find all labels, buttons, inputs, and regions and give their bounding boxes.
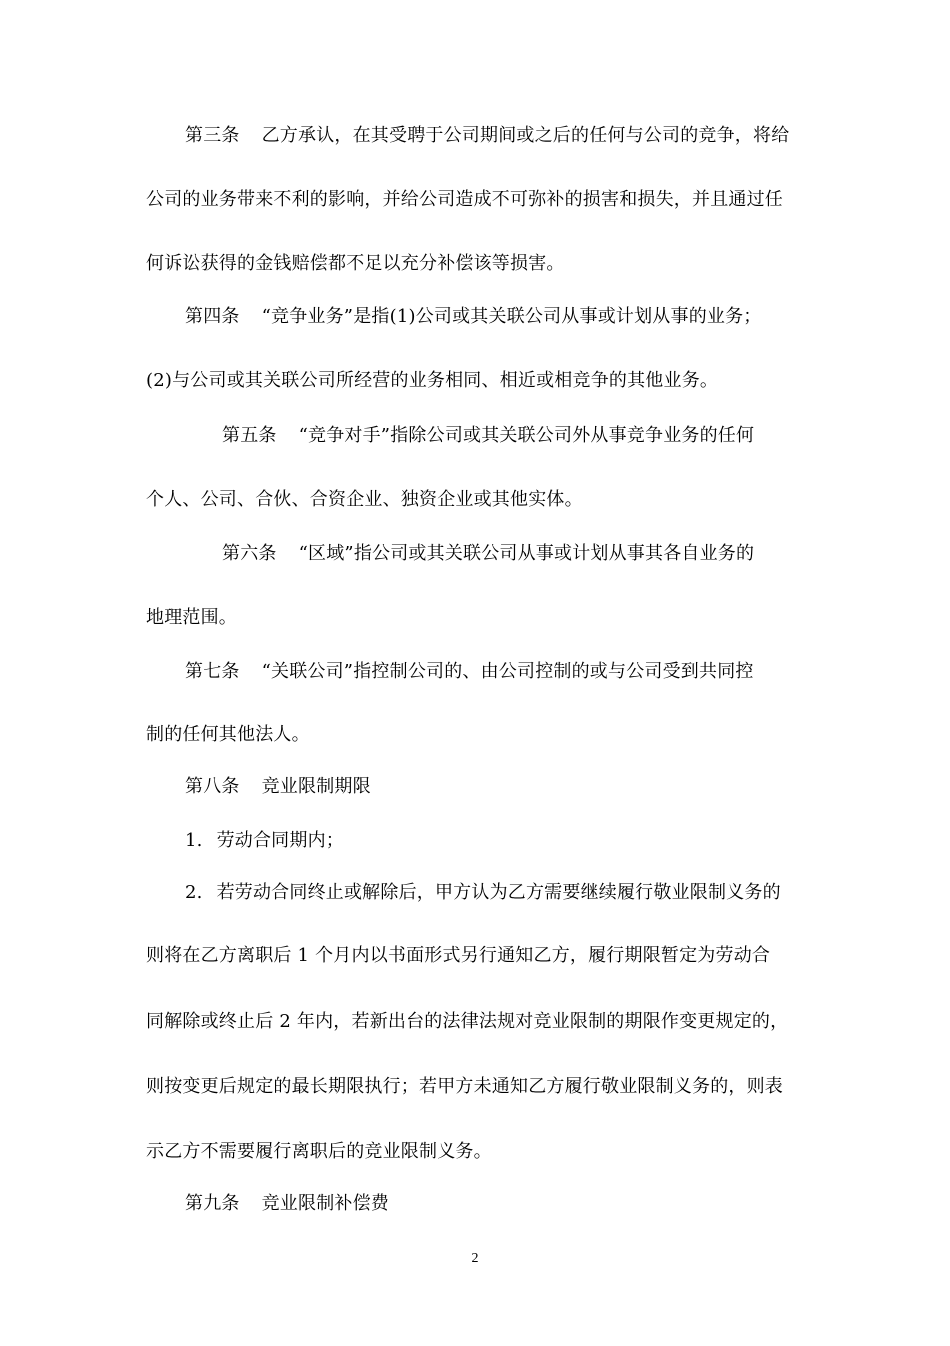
- article-8-title-line: [185, 775, 855, 799]
- article-3-text-1: 乙方承认，在其受聘于公司期间或之后的任何与公司的竞争，将给: [261, 125, 790, 146]
- article-7-line-1: [185, 660, 855, 684]
- article-8-item-2-line-5: 示乙方不需要履行离职后的竞业限制义务。: [146, 1141, 492, 1162]
- article-8-item-2-line-3: 同解除或终止后 2 年内，若新出台的法律法规对竞业限制的期限作变更规定的，: [146, 1011, 789, 1032]
- article-8-item-1: [185, 829, 855, 853]
- article-5-line-2: 个人、公司、合伙、合资企业、独资企业或其他实体。: [146, 489, 583, 510]
- article-8-item-1-number: 1.: [185, 830, 203, 851]
- article-4-heading: 第四条: [185, 306, 240, 327]
- article-6-heading: 第六条: [222, 543, 277, 564]
- article-4-line-2: (2)与公司或其关联公司所经营的业务相同、相近或相竞争的其他业务。: [146, 370, 719, 391]
- article-5-text-1: “竞争对手”指除公司或其关联公司外从事竞争业务的任何: [298, 425, 755, 446]
- article-5-heading: 第五条: [222, 425, 277, 446]
- article-6-line-2: 地理范围。: [146, 607, 237, 628]
- article-4-line-1: [185, 305, 855, 329]
- article-3-line-3: 何诉讼获得的金钱赔偿都不足以充分补偿该等损害。: [146, 253, 565, 274]
- article-5-line-1: [222, 424, 892, 448]
- article-8-item-2-line-1: [185, 881, 855, 905]
- article-3-line-1: [185, 124, 855, 148]
- article-8-item-2-number: 2.: [185, 882, 203, 903]
- article-9-heading: 第九条: [185, 1193, 240, 1214]
- article-8-heading: 第八条: [185, 776, 240, 797]
- article-7-heading: 第七条: [185, 661, 240, 682]
- article-8-item-1-text: 劳动合同期内；: [216, 830, 344, 851]
- article-7-text-1: “关联公司”指控制公司的、由公司控制的或与公司受到共同控: [261, 661, 754, 682]
- article-9-title: 竞业限制补偿费: [261, 1193, 390, 1214]
- article-6-text-1: “区域”指公司或其关联公司从事或计划从事其各自业务的: [298, 543, 755, 564]
- article-3-heading: 第三条: [185, 125, 240, 146]
- article-8-item-2-line-2: 则将在乙方离职后 1 个月内以书面形式另行通知乙方，履行期限暂定为劳动合: [146, 945, 771, 966]
- article-6-line-1: [222, 542, 892, 566]
- article-4-text-1: “竞争业务”是指(1)公司或其关联公司从事或计划从事的业务；: [261, 306, 762, 327]
- article-8-item-2-text-1: 若劳动合同终止或解除后，甲方认为乙方需要继续履行敬业限制义务的: [216, 882, 781, 903]
- article-8-title: 竞业限制期限: [261, 776, 371, 797]
- article-7-line-2: 制的任何其他法人。: [146, 724, 310, 745]
- article-9-title-line: [185, 1192, 855, 1216]
- page-number: 2: [471, 1251, 479, 1266]
- article-3-line-2: 公司的业务带来不利的影响，并给公司造成不可弥补的损害和损失，并且通过任: [146, 189, 783, 210]
- article-8-item-2-line-4: 则按变更后规定的最长期限执行；若甲方未通知乙方履行敬业限制义务的，则表: [146, 1076, 783, 1097]
